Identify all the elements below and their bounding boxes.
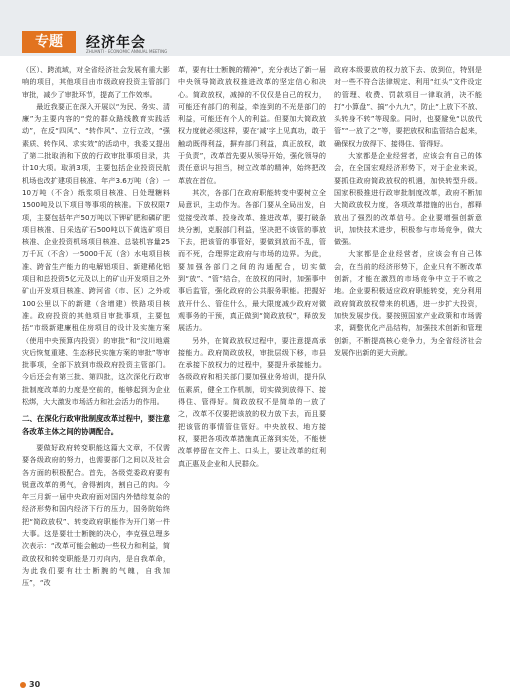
text-column-1 — [22, 64, 170, 654]
text-column-3 — [334, 64, 482, 654]
page-footer — [20, 680, 40, 689]
paragraph: 大家都是企业经营者，应该会有自己的体会，在全国宏观经济形势下，对于企业来说，要抓住政府简政放权的机遇，加快转型升级。国家积极推进行政审批制度改革，政府不断加大简政放权力度，各项改革措施的出台，都释放出了强烈的改革信号。企业要增强创新意识，加快技术进步，积极参与市场竞争，做大做强。 — [334, 151, 482, 247]
paragraph: 其次，各部门在政府职能转变中要树立全局意识，主动作为。各部门要从全局出发，自觉接受改革、投身改革、推进改革，要打破条块分割，克服部门利益，坚决把不该管的事放下去，把该管的事管好，要做到放而不乱，管而不死，合理界定政府与市场的边界。为此，要加强各部门之间的沟通配合，切实做到“放”、“管”结合，在放权的同时，加强事中事后监管，强化政府的公共服务职能。把握好放开什么、管住什么，最大限度减少政府对微观事务的干预，真正做到“简政放权”，释放发展活力。 — [178, 187, 326, 333]
paragraph: 政府本级要放的权力放下去、放到位，特别是对一些不符合法律规定、利用“红头”文件设定的管理、收费、罚款项目一律取消，决不能打“小算盘”、搞“小九九”，防止“上放下不放、头转身不转”等现象。同时，也要避免“以放代管”“一放了之”等，要把放权和监管结合起来，确保权力放得下、接得住、管得好。 — [334, 65, 482, 148]
section-title: 经济年会 — [86, 35, 146, 51]
page-number: 30 — [29, 680, 41, 689]
section-heading: 二、在深化行政审批制度改革过程中，要注意各改革主体之间的协调配合。 — [22, 414, 170, 436]
section-subtitle: ZHUANTI · ECONOMIC ANNUAL MEETING — [86, 49, 168, 54]
page-marker-icon — [20, 682, 26, 688]
text-column-2 — [178, 64, 326, 654]
paragraph: 最近我要正在深入开展以“为民、务实、清廉”为主要内容的“党的群众路线教育实践活动”，在反“四风”、“转作风”、立行立改，“强素质、转作风、求实效”的活动中，我委又提出了第二批取消和下放的行政审批事项目录，共计10大项。取消3项，主要包括企业投资民航机场也改扩建项目核准、年产3.6万吨（含）一10万吨（不含）纸浆项目核准、日处理糖料1500吨及以下项目等事项的核准。下放权限7项，主要包括年产50万吨以下钾矿肥和磷矿肥项目核准、日采选矿石500吨以下黄选矿项目核准、企业投资机场项目核准、总装机容量25万千瓦（不含）一5000千瓦（含）水电项目核准、跨省生产能力的电解铝项目、新建稀化铝项目和总投资5亿元及以上的矿山开发项目之外矿山开发项目核准、跨河省（市、区）之外或100公里以下的新建（含增建）铁路项目核准。政府投资的其他项目审批事项，主要包括“市级新建廉租住房项目的设计及实施方案（使用中央预算内投资）的审批”和“汶川地震灾后恢复重建、生态移民实施方案的审批”等审批事项，全部下放到市级政府投资主管部门。今后还会有第三批、第四批，这次深化行政审批制度改革的力度是空前的，能够起到为企业松绑，大大激发市场活力和社会活力的作用。 — [22, 101, 170, 407]
section-badge: 专题 — [22, 31, 76, 53]
paragraph: 另外，在简政放权过程中，要注意提高承接能力。政府简政放权，审批层级下移，市县在承接下放权力的过程中，要提升承接能力。各级政府和相关部门要加强业务培训，提升队伍素质，健全工作机制，切实做到放得下、接得住、管得好。简政放权不是简单的一放了之，改革不仅要把该放的权力放下去，而且要把该管的事情管住管好。中央放权、地方接权，要把各项改革措施真正落到实处，不能使改革停留在文件上、口头上，要让改革的红利真正惠及企业和人民群众。 — [178, 335, 326, 468]
paragraph: 大家都是企业经营者，应该会有自己体会，在当前的经济形势下，企业只有不断改革创新，才能在激烈的市场竞争中立于不败之地。企业要积极适应政府职能转变，充分利用政府简政放权带来的机遇，进一步扩大投资，加快发展步伐。要按照国家产业政策和市场需求，调整优化产品结构，加强技术创新和管理创新，不断提高核心竞争力，为全省经济社会发展作出新的更大贡献。 — [334, 249, 482, 357]
paragraph: 革，要有壮士断腕的精神”，充分表达了新一届中央领导简政放权推进改革的坚定信心和决心。简政放权，减掉的不仅仅是自己的权力，可能还有部门的利益，牵连到的不光是部门的利益，可能还有个人的利益。但要加大简政放权力度就必须这样，要在‘减’字上见真功，敢于触动既得利益，摒弃部门利益，真正放权，敢于负责”，改革首先要从领导开始，强化领导的责任意识与担当，树立改革的精神，始终把改革放在首位。 — [178, 65, 326, 185]
page-header — [0, 0, 510, 56]
paragraph: （区）、跨流域，对全省经济社会发展有重大影响的项目，其他项目由市级政府投资主管部门审批，减少了审批环节，提高了工作效率。 — [22, 65, 170, 99]
paragraph: 要做好政府转变职能这篇大文章，不仅需要各级政府的努力，也需要部门之间以及社会各方面的积极配合。首先，各级党委政府要有锐意改革的勇气，舍得割肉，割自己的肉。今年三月新一届中央政府面对国内外错综复杂的经济形势和国内经济下行的压力，国务院始终把“简政放权”、转变政府职能作为开门第一件大事。这是要壮士断腕的决心，李克强总理多次表示：“改革可能会触动一些权力和利益，简政放权和转变职能是刀刃向内，是自我革命，为此我们要有壮士断腕的气魄，自我加压”，“改 — [22, 442, 170, 588]
